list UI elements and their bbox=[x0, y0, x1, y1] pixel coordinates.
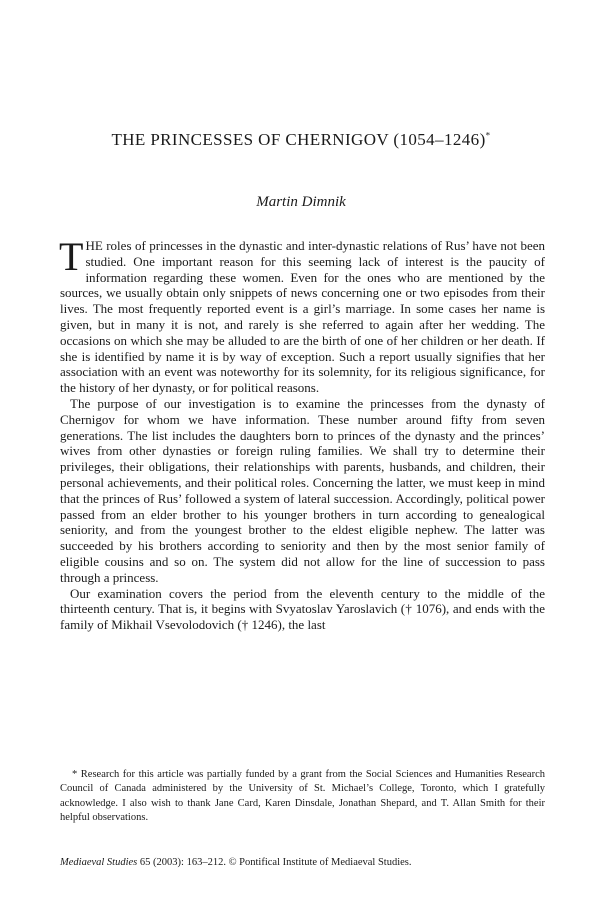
footnote: * Research for this article was partially funded by a grant from the Social Sciences and Humanities Research Council of Canada administered by the University of St. Michael’s College, Toronto, which I gratefully acknowledge. I also wish to thank Jane Card, Karen Dinsdale, Jonathan Shepard, and T. Allan Smith for their helpful observations. bbox=[60, 769, 545, 824]
citation-details: 65 (2003): 163–212. © Pontifical Institute of Mediaeval Studies. bbox=[137, 857, 412, 868]
drop-cap: T bbox=[59, 234, 84, 279]
journal-citation bbox=[60, 857, 545, 868]
author-name: Martin Dimnik bbox=[256, 194, 346, 210]
paragraph-2: The purpose of our investigation is to examine the princesses from the dynasty of Chernigov for whom we have information. These number around fifty from seven generations. The list includes the daughters born to princes of the dynasty and the princes’ wives from other dynasties or foreign ruling families. We shall try to determine their privileges, their obligations, their relationships with parents, husbands, and children, their personal achievements, and their political roles. Concerning the latter, we must keep in mind that the princes of Rus’ followed a system of lateral succession. Accordingly, political power passed from an elder brother to his younger brothers in turn according to genealogical seniority, and from the youngest brother to the eldest eligible nephew. The latter was succeeded by his brothers according to seniority and then by the most senior family of eligible cousins and so on. The system did not allow for the line of succession to pass through a princess. bbox=[60, 395, 545, 585]
paragraph-3: Our examination covers the period from the eleventh century to the middle of the thirteenth century. That is, it begins with Svyatoslav Yaroslavich († 1076), and ends with the family of Mikhail Vsevolodovich († 1246), the last bbox=[60, 585, 545, 633]
title-footnote-marker: * bbox=[485, 130, 491, 141]
article-body bbox=[59, 234, 545, 633]
article-title: THE PRINCESSES OF CHERNIGOV (1054–1246)* bbox=[111, 130, 491, 149]
journal-name: Mediaeval Studies bbox=[60, 857, 138, 868]
paragraph-1: THE roles of princesses in the dynastic and inter-dynastic relations of Rus’ have not been studied. One important reason for this seeming lack of interest is the paucity of information regarding these women. Even for the ones who are mentioned by the sources, we usually obtain only snippets of news concerning one or two episodes from their lives. The most frequently reported event is a girl’s marriage. In some cases her name is given, but in many it is not, and rarely is she referred to again after her wedding. The occasions on which she may be alluded to are the birth of one of her children or her death. If she is identified by name it is by way of exception. Such a report usually signifies that her association with an event was noteworthy for its solemnity, for its religious significance, for the history of her dynasty, or for political reasons. bbox=[59, 234, 545, 396]
